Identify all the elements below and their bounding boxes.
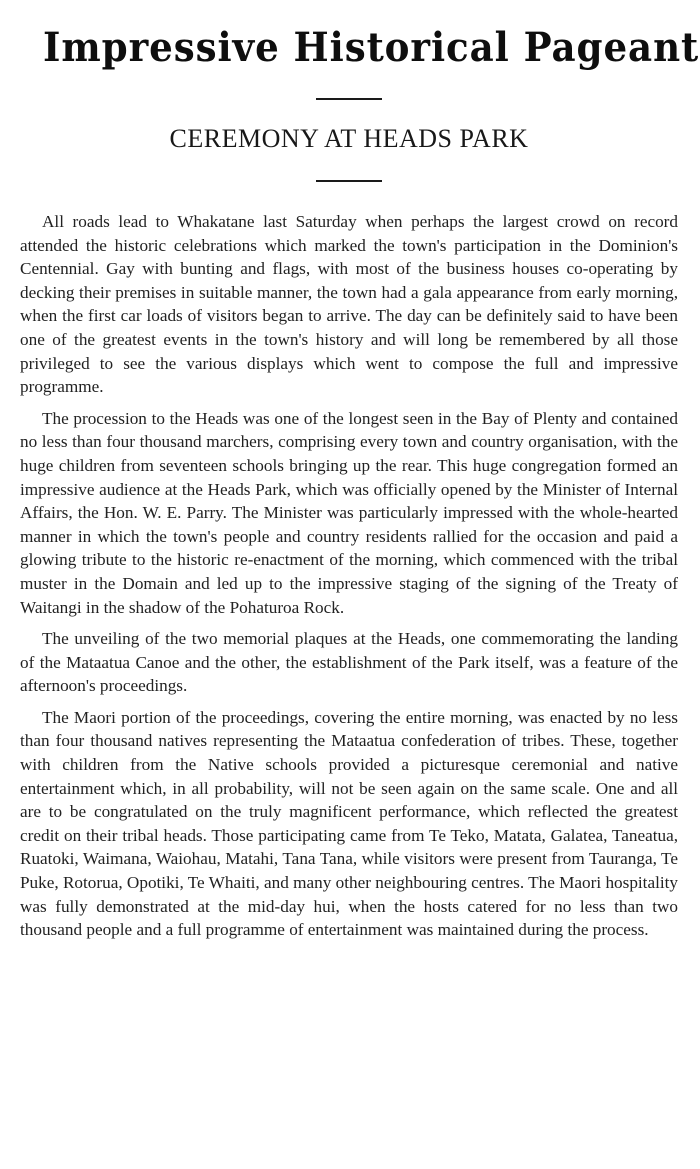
headline: Impressive Historical Pageant [43, 24, 700, 71]
article-paragraph: The Maori portion of the proceedings, covering the entire morning, was enacted by no less than four thousand natives representing the Mataatua confederation of tribes. These, together with children from the Native schools provided a picturesque ceremonial and native entertainment which, in all probability, will not be seen again on the same scale. One and all are to be congratulated on the truly magnificent performance, which reflected the greatest credit on their tribal heads. Those participating came from Te Teko, Matata, Galatea, Taneatua, Ruatoki, Waimana, Waiohau, Matahi, Tana Tana, while visitors were present from Tauranga, Te Puke, Rotorua, Opotiki, Te Whaiti, and many other neighbouring centres. The Maori hospitality was fully demonstrated at the mid-day hui, when the hosts catered for no less than two thousand people and a full programme of entertainment was maintained during the process. [20, 707, 679, 940]
article-body [20, 210, 678, 942]
article-paragraph: The unveiling of the two memorial plaques at the Heads, one commemorating the landing of the Mataatua Canoe and the other, the establishment of the Park itself, was a feature of the afternoon's proceedings. [20, 629, 678, 696]
divider-rule [316, 98, 382, 100]
subheading: CEREMONY AT HEADS PARK [169, 124, 529, 153]
divider-rule [316, 180, 382, 182]
article-paragraph: The procession to the Heads was one of the longest seen in the Bay of Plenty and contained no less than four thousand marchers, comprising every town and country organisation, with the huge children from seventeen schools bringing up the rear. This huge congregation formed an impressive audience at the Heads Park, which was officially opened by the Minister of Internal Affairs, the Hon. W. E. Parry. The Minister was particularly impressed with the whole-hearted manner in which the town's people and country residents rallied for the occasion and paid a glowing tribute to the historic re-enactment of the morning, which commenced with the tribal muster in the Domain and led up to the impressive staging of the signing of the Treaty of Waitangi in the shadow of the Pohaturoa Rock. [20, 408, 678, 617]
article-paragraph: All roads lead to Whakatane last Saturday when perhaps the largest crowd on record attended the historic celebrations which marked the town's participation in the Dominion's Centennial. Gay with bunting and flags, with most of the business houses co-operating by decking their premises in suitable manner, the town had a gala appearance from early morning, when the first car loads of visitors began to arrive. The day can be definitely said to have been one of the greatest events in the town's history and will long be remembered by all those privileged to see the various displays which went to compose the full and impressive programme. [20, 212, 678, 397]
